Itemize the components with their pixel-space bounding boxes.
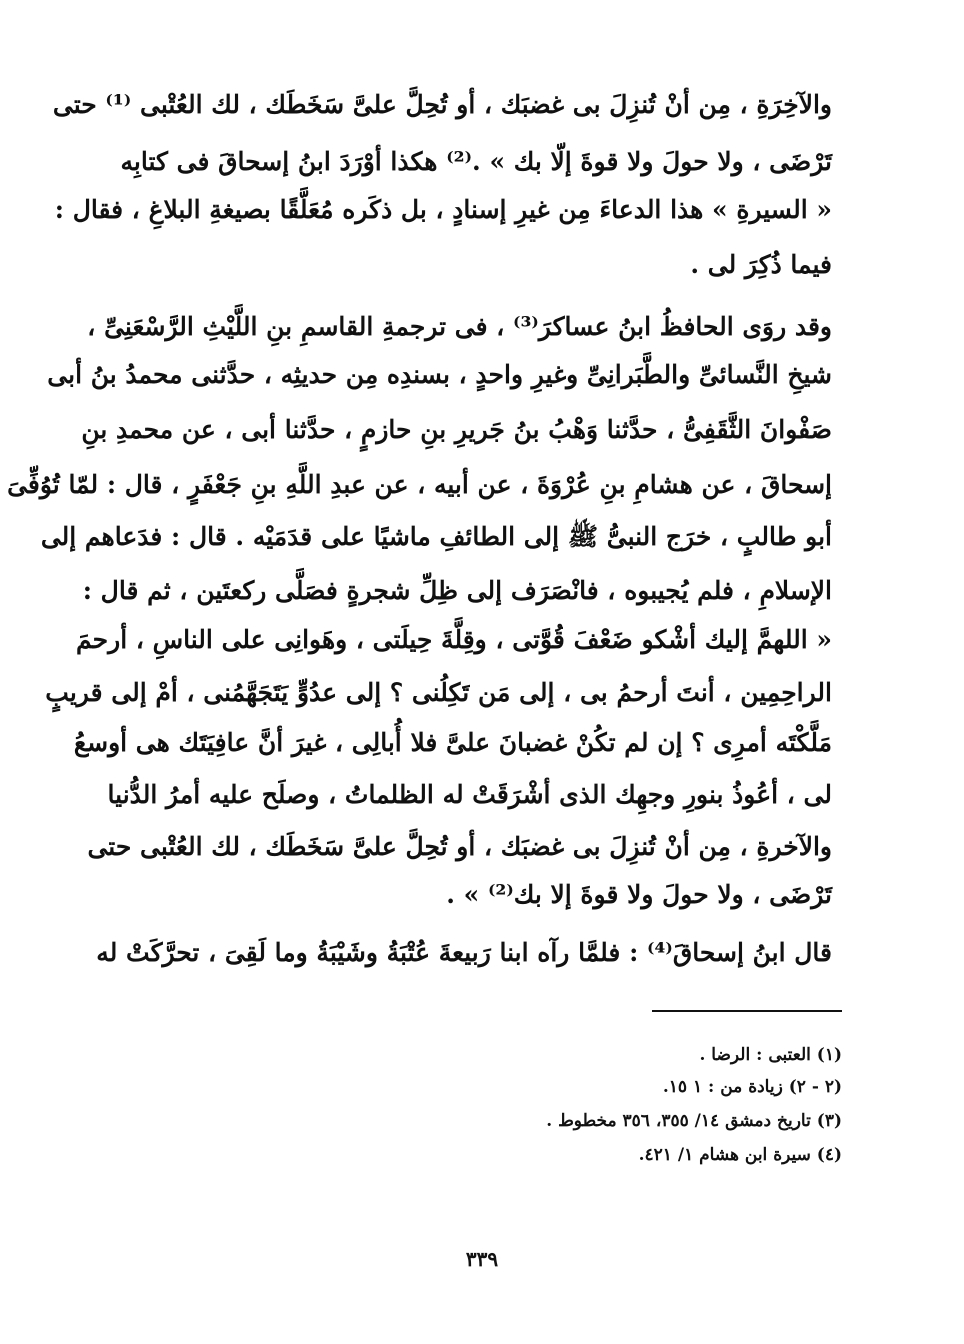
text-line: تَرْضَى ، ولا حولَ ولا قوةَ إلا بك⁽²⁾ » . xyxy=(446,880,832,909)
footnote: (٣) تاريخ دمشق ١٤/ ٣٥٥، ٣٥٦ مخطوط . xyxy=(546,1111,842,1131)
text-line: تَرْضَى ، ولا حولَ ولا قوةَ إلّا بك » .⁽²⁾ هكذا أوْرَدَ ابنُ إسحاقَ فى كتابِه xyxy=(120,147,832,176)
footnote: (٢ - ٢) زيادة من : ١ ١٥. xyxy=(662,1077,842,1097)
text-line: أبو طالبٍ ، خرَج النبىُّ ﷺ إلى الطائفِ ماشيًا على قدَمَيْه . قال : فدَعاهم إلى xyxy=(40,522,832,551)
footnote-divider xyxy=(652,1010,842,1012)
text-line: « السيرةِ » هذا الدعاءَ مِن غيرِ إسنادٍ ، بل ذكَره مُعَلَّقًا بصيغةِ البلاغِ ، فقال : xyxy=(54,195,832,224)
text-line: صَفْوانَ الثَّقَفِىُّ ، حدَّثنا وَهْبُ بنُ جَريرِ بنِ حازمٍ ، حدَّثنا أبى ، عن محمدِ بنِ xyxy=(81,415,832,444)
text-line: « اللهمَّ إليك أشْكو ضَعْفَ قُوَّتى ، وقِلَّةَ حِيلَتى ، وهَوانِى على الناسِ ، أرحمَ xyxy=(76,625,832,654)
text-line: فيما ذُكِرَ لى . xyxy=(690,250,832,279)
text-line: قال ابنُ إسحاقَ⁽⁴⁾ : فلمَّا رآه ابنا رَبيعةَ عُتْبَةُ وشَيْبَةُ وما لَقِىَ ، تحرَّكَتْ له xyxy=(96,938,832,967)
text-line: شيخِ النَّسائىِّ والطَّبَرانِىِّ وغيرِ واحدٍ ، بسندِه مِن حديثِه ، حدَّثنى محمدُ بنُ أبى xyxy=(47,360,832,389)
text-line: الإسلامِ ، فلم يُجيبوه ، فانْصَرَف إلى ظِلِّ شجرةٍ فصَلَّى ركعتَين ، ثم قال : xyxy=(82,576,832,605)
text-line: الراحِمِين ، أنتَ أرحمُ بى ، إلى مَن تَكِلُنى ؟ إلى عدُوٍّ يَتَجَهَّمُنى ، أمْ إلى قريبٍ xyxy=(45,678,832,707)
footnote: (٤) سيرة ابن هشام ١/ ٤٢١. xyxy=(638,1145,842,1165)
text-line: إسحاقَ ، عن هشامِ بنِ عُرْوَةَ ، عن أبيه ، عن عبدِ اللَّهِ بنِ جَعْفَرٍ ، قال : لمّا تُوُفِّىَ xyxy=(7,470,832,499)
text-line: والآخرةِ ، مِن أنْ تُنزِلَ بى غضبَك ، أو تُحِلَّ علىَّ سَخَطَك ، لك العُتْبى حتى xyxy=(87,832,832,861)
text-line: لى ، أعُوذُ بنورِ وجهِك الذى أشْرَقَتْ له الظلماتُ ، وصلَح عليه أمرُ الدُّنيا xyxy=(107,780,832,809)
footnote: (١) العتبى : الرضا . xyxy=(699,1045,842,1065)
text-line: مَلَّكْتَه أمرِى ؟ إن لم تكُنْ غضبانَ علىَّ فلا أُبالِى ، غيرَ أنَّ عافِيَتَك هى أوسعُ xyxy=(73,728,832,757)
text-line: والآخِرَةِ ، مِن أنْ تُنزِلَ بى غضبَك ، أو تُحِلَّ علىَّ سَخَطَك ، لك العُتْبى ⁽¹⁾ حتى xyxy=(52,90,832,119)
text-line: وقد روَى الحافظُ ابنُ عساكرَ⁽³⁾ ، فى ترجمةِ القاسمِ بنِ اللَّيْثِ الرَّسْعَنِىِّ ، xyxy=(87,312,832,341)
page-number: ٣٣٩ xyxy=(465,1247,499,1271)
